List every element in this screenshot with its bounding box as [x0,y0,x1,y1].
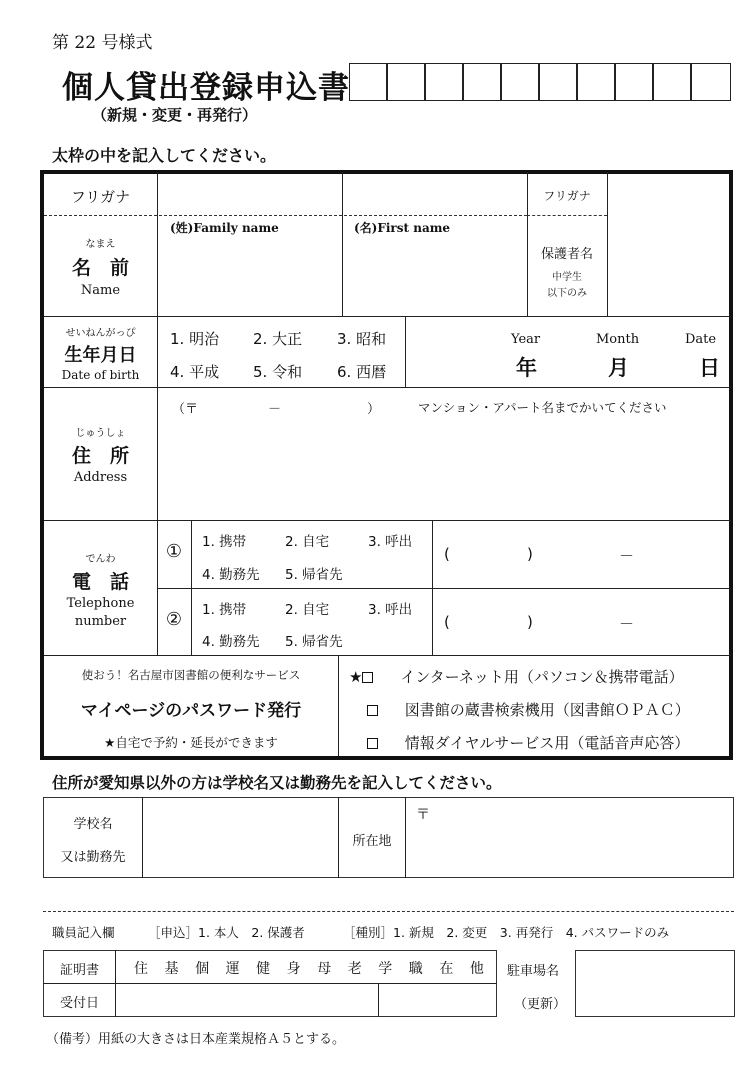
received-date-field[interactable] [116,984,378,1016]
cert-option[interactable]: 運 [225,961,240,977]
phone-1-type-mobile[interactable]: 1. 携帯 [202,534,247,550]
number-box[interactable] [539,63,577,101]
phone-1-type-call[interactable]: 3. 呼出 [368,534,413,550]
phone-1-number-field[interactable] [433,521,731,588]
guardian-note-2: 以下のみ [547,288,587,299]
footnote: （備考）用紙の大きさは日本産業規格Ａ５とする。 [46,1032,346,1047]
staff-section-label: 職員記入欄 [52,925,115,940]
number-box[interactable] [501,63,539,101]
address-field[interactable] [158,418,731,520]
phone-2-type-hometown[interactable]: 5. 帰省先 [285,634,343,650]
birth-en-label: Date of birth [61,368,140,382]
mypage-option-opac[interactable] [367,699,690,720]
opac-option-label: 図書館の蔵書検索機用（図書館ＯＰＡＣ） [404,701,690,719]
cert-option[interactable]: 在 [439,961,454,977]
renewal-label: （更新） [514,997,567,1012]
name-ruby: なまえ [85,239,116,250]
number-box[interactable] [349,63,387,101]
mypage-intro: 使おう！名古屋市図書館の便利なサービス [81,668,301,682]
date-en-label: Date [685,332,717,347]
furigana-family-field[interactable] [158,173,342,215]
era-option-seireki[interactable]: 6. 西暦 [337,363,387,381]
guardian-name-field[interactable] [608,216,731,316]
first-name-label: (名)First name [354,221,451,235]
phone-2-paren-open: ( [444,613,450,631]
phone-en-label-2: number [74,614,127,629]
mypage-option-internet[interactable] [349,666,684,687]
certificate-label: 証明書 [59,963,99,978]
first-name-field[interactable] [343,236,527,316]
certificate-options [134,958,484,978]
cert-option[interactable]: 住 [134,961,148,977]
name-label: 名 前 [71,257,129,279]
birth-date-field[interactable] [406,317,731,387]
phone-2-paren-close: ) [527,613,533,631]
received-stamp-field[interactable] [379,984,496,1016]
month-en-label: Month [596,332,640,347]
instruction-school: 住所が愛知県以外の方は学校名又は勤務先を記入してください。 [52,774,502,792]
phone-1-dash: － [619,547,635,565]
address-ruby: じゅうしょ [75,428,126,439]
phone-2-mark: ② [165,609,183,630]
phone-1-type-hometown[interactable]: 5. 帰省先 [285,567,343,583]
furigana-label: フリガナ [70,188,131,206]
era-option-reiwa[interactable]: 5. 令和 [253,363,303,381]
phone-2-type-home[interactable]: 2. 自宅 [285,602,330,618]
dial-option-label: 情報ダイヤルサービス用（電話音声応答） [404,734,690,752]
number-box[interactable] [653,63,691,101]
phone-ruby: でんわ [85,554,116,565]
date-jp-label: 日 [699,356,720,380]
cert-option[interactable]: 個 [195,961,210,977]
phone-1-type-work[interactable]: 4. 勤務先 [202,567,260,583]
parking-field[interactable] [575,950,735,1017]
guardian-furigana-label: フリガナ [543,189,591,203]
school-name-field[interactable] [143,798,338,877]
phone-2-type-work[interactable]: 4. 勤務先 [202,634,260,650]
parking-label: 駐車場名 [507,964,560,979]
mypage-option-dial[interactable] [367,732,689,753]
birth-label: 生年月日 [64,345,137,366]
star-icon: ★ [349,668,363,686]
cert-option[interactable]: 職 [408,961,423,977]
number-box[interactable] [463,63,501,101]
guardian-name-label: 保護者名 [540,247,593,262]
phone-1-paren-open: ( [444,545,450,563]
opac-checkbox[interactable] [367,705,378,716]
number-box[interactable] [577,63,615,101]
number-box[interactable] [387,63,425,101]
form-number: 第 22 号様式 [52,33,153,53]
phone-en-label-1: Telephone [66,596,135,611]
cert-option[interactable]: 基 [164,961,179,977]
era-option-taisho[interactable]: 2. 大正 [253,330,303,348]
year-en-label: Year [511,332,541,347]
phone-2-dash: － [619,615,635,633]
phone-1-type-home[interactable]: 2. 自宅 [285,534,330,550]
form-subtitle: （新規・変更・再発行） [92,106,258,124]
cert-option[interactable]: 母 [317,961,332,977]
address-en-label: Address [73,470,128,485]
internet-option-label: インターネット用（パソコン＆携帯電話） [400,668,684,686]
cert-option[interactable]: 身 [286,961,301,977]
cert-option[interactable]: 健 [256,961,271,977]
era-option-meiji[interactable]: 1. 明治 [170,330,220,348]
family-name-field[interactable] [158,236,342,316]
dial-checkbox[interactable] [367,738,378,749]
phone-1-mark: ① [165,541,183,562]
phone-2-type-call[interactable]: 3. 呼出 [368,602,413,618]
furigana-first-field[interactable] [343,173,527,215]
staff-kind-label: ［種別］1. 新規 2. 変更 3. 再発行 4. パスワードのみ [343,925,670,940]
mypage-title: マイページのパスワード発行 [80,701,302,721]
school-location-label: 所在地 [352,834,392,849]
cert-option[interactable]: 学 [378,961,393,977]
cert-option[interactable]: 老 [347,961,362,977]
phone-2-number-field[interactable] [433,589,731,655]
internet-checkbox[interactable] [362,672,373,683]
school-label-2: 又は勤務先 [60,850,126,865]
name-en-label: Name [80,283,121,298]
birth-ruby: せいねんがっぴ [65,328,136,339]
number-box[interactable] [615,63,653,101]
guardian-furigana-field[interactable] [608,173,731,215]
staff-apply-label: ［申込］1. 本人 2. 保護者 [148,925,305,940]
postal-mark: （〒 [172,402,199,417]
instruction-top: 太枠の中を記入してください。 [52,146,277,165]
phone-1-paren-close: ) [527,545,533,563]
phone-label: 電 話 [71,571,129,593]
mypage-note: ★自宅で予約・延長ができます [104,735,278,750]
school-location-field[interactable] [406,798,733,877]
school-label-1: 学校名 [73,817,113,832]
address-label: 住 所 [71,445,129,467]
cert-option[interactable]: 他 [469,961,484,977]
received-label: 受付日 [59,996,99,1011]
address-note: マンション・アパート名までかいてください [418,400,667,415]
year-jp-label: 年 [516,356,537,380]
phone-2-type-mobile[interactable]: 1. 携帯 [202,602,247,618]
era-option-heisei[interactable]: 4. 平成 [170,363,220,381]
postal-close: ） [367,402,381,417]
number-box[interactable] [691,63,731,101]
era-option-showa[interactable]: 3. 昭和 [337,330,387,348]
family-name-label: (姓)Family name [170,221,279,235]
school-postal-mark: 〒 [416,807,430,823]
guardian-note-1: 中学生 [552,272,582,283]
postal-dash: － [268,402,282,417]
month-jp-label: 月 [608,356,629,380]
form-title: 個人貸出登録申込書 [62,70,350,106]
number-box[interactable] [425,63,463,101]
